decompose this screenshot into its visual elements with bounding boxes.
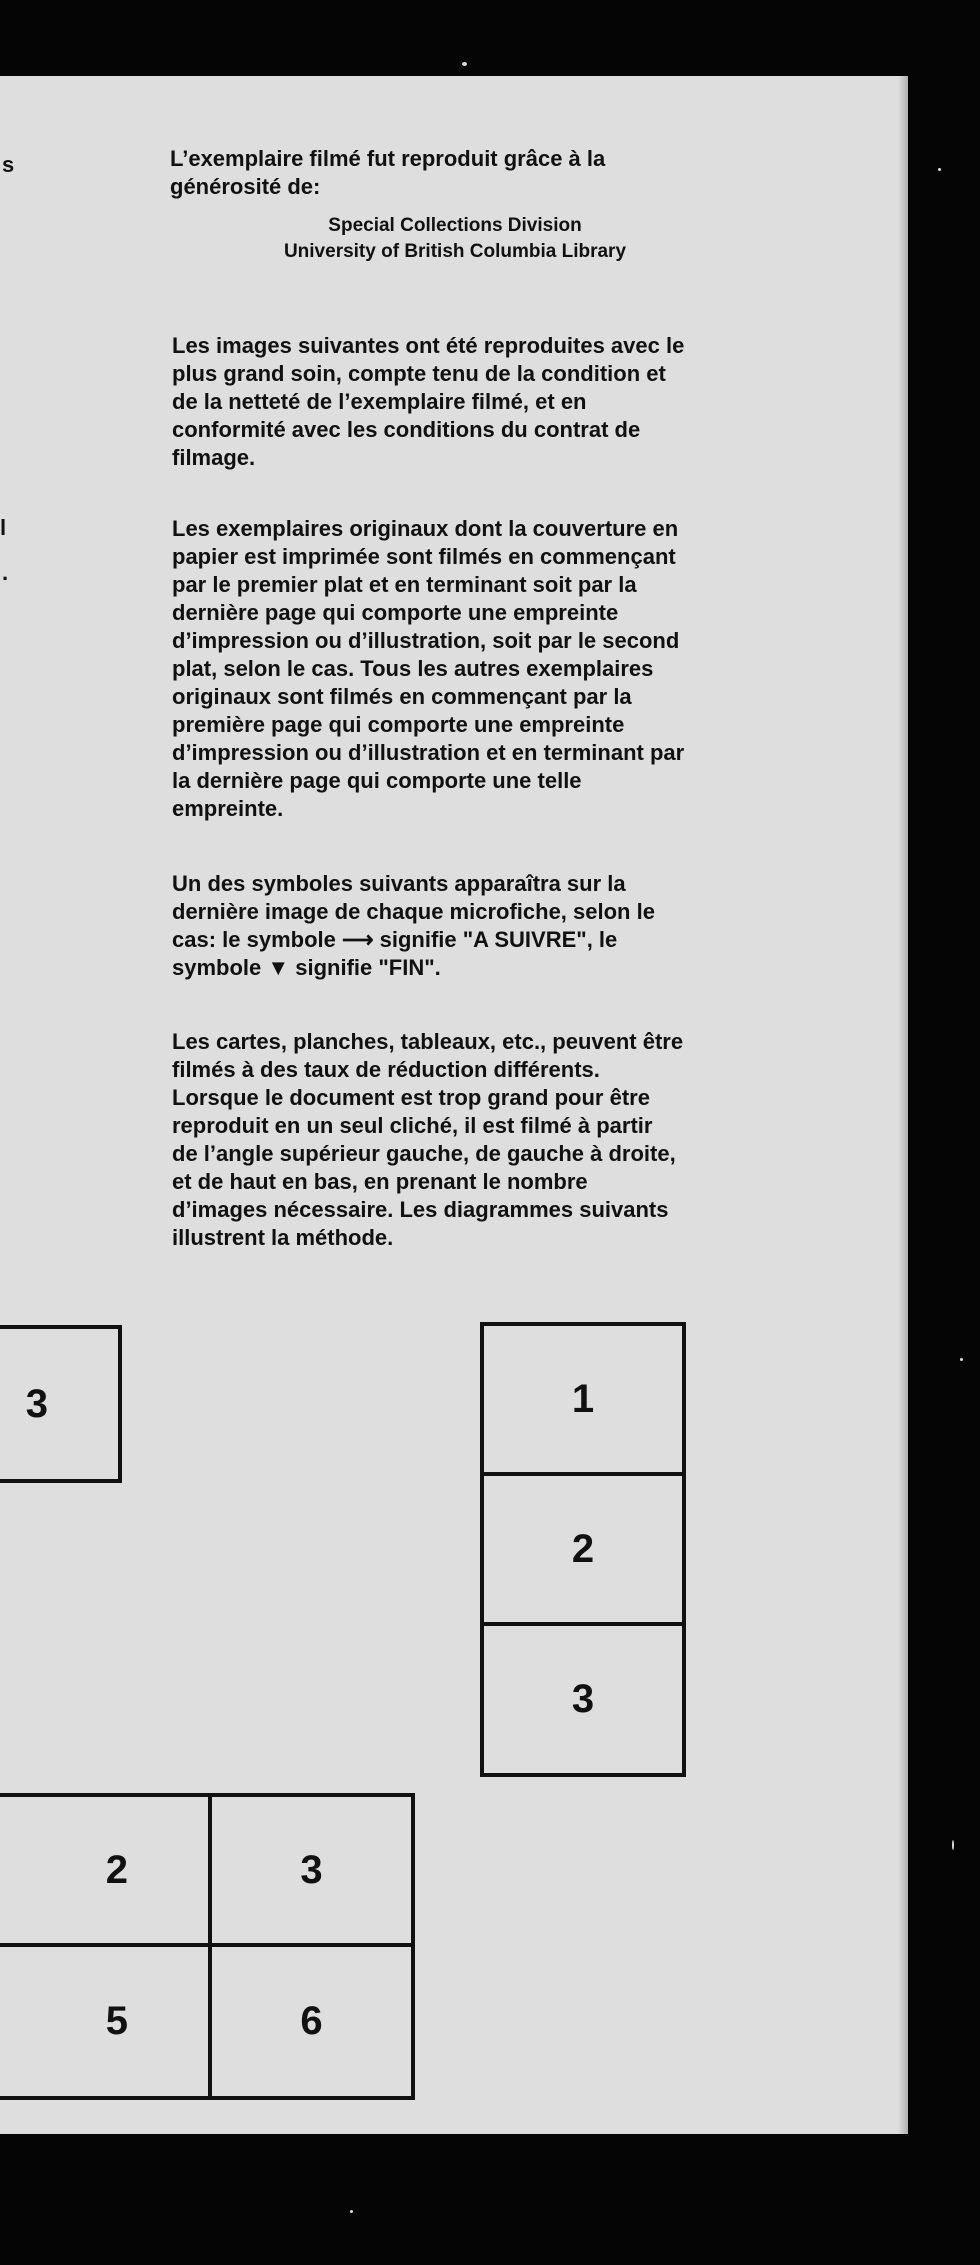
left-edge-fragment: s [2, 152, 15, 177]
diagram-vertical-cell-1 [480, 1322, 686, 1476]
scan-speck [350, 2210, 353, 2213]
cell-number: 2 [571, 1526, 595, 1571]
diagram-grid-cell-6 [208, 1943, 415, 2100]
paragraph-originals: Les exemplaires originaux dont la couverture en papier est imprimée sont filmés en commençant par le premier plat et en terminant soit par la dernière page qui comporte une empreinte d’impression ou d’illustration, soit par le second plat, selon le cas. Tous les autres exemplaires originaux sont filmés en commençant par la première page qui comporte une empreinte d’impression ou d’illustration et en terminant par la dernière page qui comporte une telle empreinte. [172, 516, 685, 821]
diagram-horizontal-cell-3 [0, 1325, 122, 1483]
scan-speck [938, 168, 941, 171]
paragraph-symbols: Un des symboles suivants apparaîtra sur la dernière image de chaque microfiche, selon le cas: le symbole ⟶ signifie "A SUIVRE", le symbole ▼ signifie "FIN". [172, 871, 655, 980]
paragraph-reproduction: Les images suivantes ont été reproduites avec le plus grand soin, compte tenu de la condition et de la netteté de l’exemplaire filmé, et en conformité avec les conditions du contrat de filmage. [172, 333, 685, 470]
credit-library: University of British Columbia Library [283, 241, 627, 262]
cell-number: 5 [105, 1999, 128, 2043]
cell-number: 6 [300, 1999, 323, 2043]
cell-number: 3 [25, 1381, 48, 1426]
credit-division: Special Collections Division [328, 215, 582, 236]
cell-number: 3 [571, 1677, 595, 1721]
cell-number: 2 [105, 1847, 128, 1892]
left-edge-fragment: . [2, 560, 9, 585]
diagram-grid-cell-2 [0, 1793, 212, 1947]
scan-speck [952, 1840, 954, 1850]
diagram-grid-cell-5 [0, 1943, 212, 2100]
cell-number: 3 [300, 1847, 323, 1892]
diagram-vertical-cell-3 [480, 1622, 686, 1777]
paragraph-maps: Les cartes, planches, tableaux, etc., peuvent être filmés à des taux de réduction différents. Lorsque le document est trop grand pour être reproduit en un seul cliché, il est filmé à partir de l’angle supérieur gauche, de gauche à droite, et de haut en bas, en prenant le nombre d’images nécessaire. Les diagrammes suivants illustrent la méthode. [172, 1029, 684, 1250]
scan-speck [960, 1358, 963, 1361]
page-edge-shadow [898, 76, 910, 2134]
left-edge-fragment: l [0, 515, 7, 540]
diagram-vertical-cell-2 [480, 1472, 686, 1626]
intro-text: L’exemplaire filmé fut reproduit grâce à la générosité de: [170, 146, 606, 199]
diagram-grid-cell-3 [208, 1793, 415, 1947]
scan-speck [462, 62, 467, 66]
cell-number: 1 [571, 1376, 595, 1421]
